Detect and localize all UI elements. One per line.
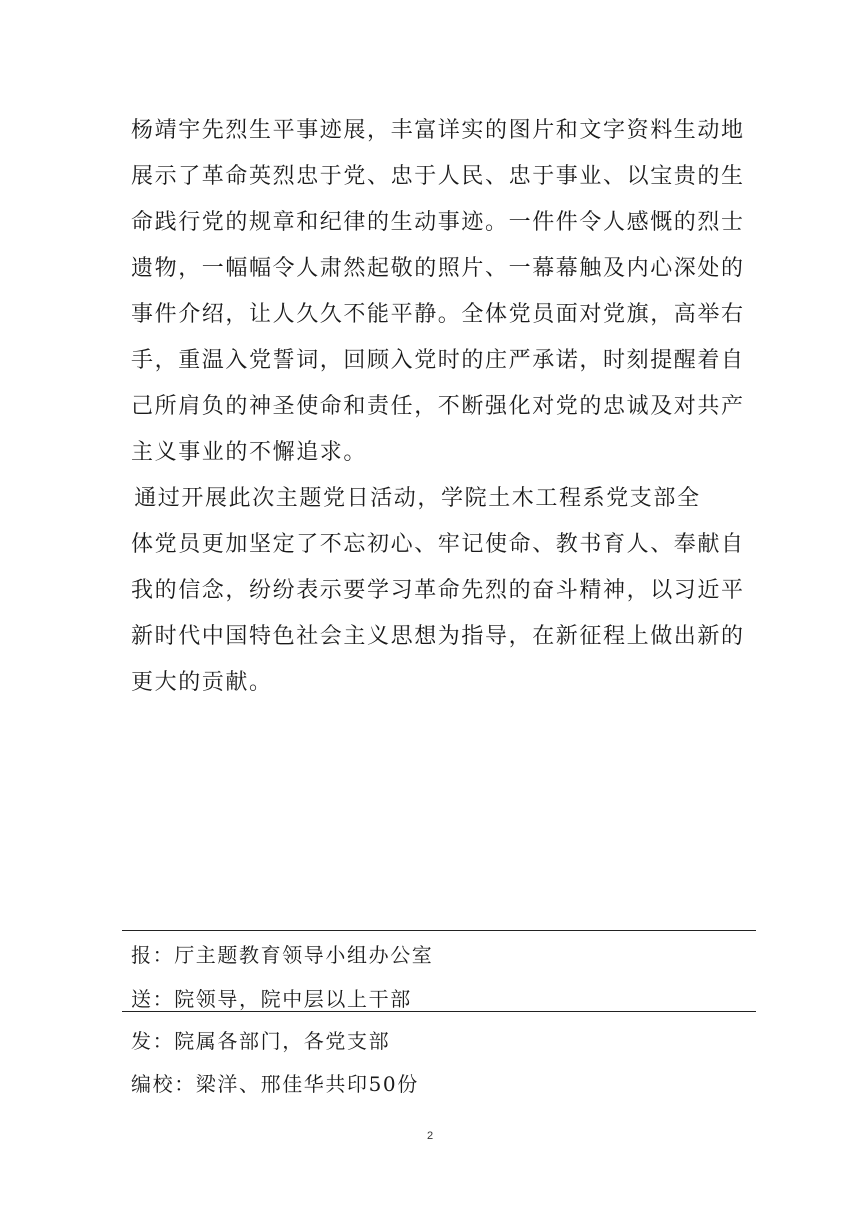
paragraph-2-line: 更大的贡献。 bbox=[131, 670, 273, 695]
paragraph-1-line: 展示了革命英烈忠于党、忠于人民、忠于事业、以宝贵的生 bbox=[131, 164, 745, 189]
paragraph-1-line: 主义事业的不懈追求。 bbox=[131, 440, 368, 465]
paragraph-2-line: 体党员更加坚定了不忘初心、牢记使命、教书育人、奉献自 bbox=[131, 532, 745, 557]
paragraph-1-line: 事件介绍，让人久久不能平静。全体党员面对党旗，高举右 bbox=[131, 302, 745, 327]
paragraph-1-line: 手，重温入党誓词，回顾入党时的庄严承诺，时刻提醒着自 bbox=[131, 348, 745, 373]
distribution-issue-to: 发：院属各部门，各党支部 bbox=[131, 1029, 391, 1053]
paragraph-1-line: 遗物，一幅幅令人肃然起敬的照片、一幕幕触及内心深处的 bbox=[131, 256, 745, 281]
distribution-send-to: 送：院领导，院中层以上干部 bbox=[131, 987, 412, 1011]
paragraph-2-line: 我的信念，纷纷表示要学习革命先烈的奋斗精神，以习近平 bbox=[131, 578, 745, 603]
page-number: 2 bbox=[426, 1130, 434, 1142]
distribution-report-to: 报：厅主题教育领导小组办公室 bbox=[131, 943, 434, 967]
distribution-top-rule bbox=[122, 930, 756, 931]
distribution-middle-rule bbox=[122, 1011, 756, 1012]
paragraph-1-line: 杨靖宇先烈生平事迹展，丰富详实的图片和文字资料生动地 bbox=[131, 118, 745, 143]
paragraph-2-line: 新时代中国特色社会主义思想为指导，在新征程上做出新的 bbox=[131, 624, 745, 649]
paragraph-1-line: 命践行党的规章和纪律的生动事迹。一件件令人感慨的烈士 bbox=[131, 210, 745, 235]
paragraph-1-line: 己所肩负的神圣使命和责任，不断强化对党的忠诚及对共产 bbox=[131, 394, 745, 419]
paragraph-2-line: 通过开展此次主题党日活动，学院土木工程系党支部全 bbox=[87, 486, 701, 511]
distribution-editor: 编校：梁洋、邢佳华共印50份 bbox=[131, 1072, 419, 1096]
body-text bbox=[87, 108, 745, 706]
